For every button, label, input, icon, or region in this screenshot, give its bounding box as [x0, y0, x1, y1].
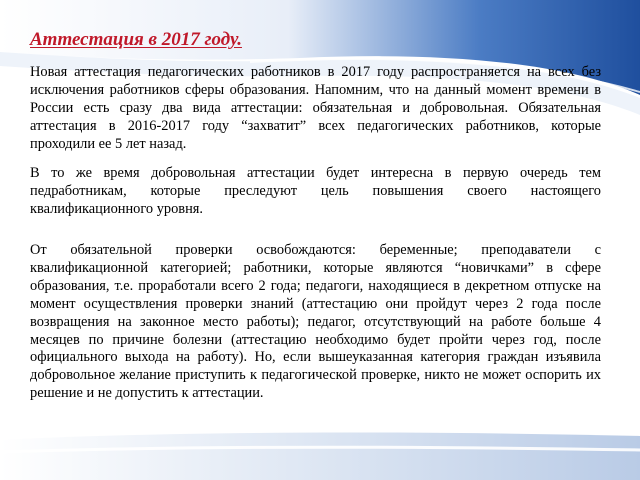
- paragraph-2: В то же время добровольная аттестации будет интересна в первую очередь тем педработникам, которые преследуют цель повышения своего настоящего квалификационного уровня.: [30, 165, 601, 217]
- paragraph-1: Новая аттестация педагогических работников в 2017 году распространяется на всех без исключения работников сферы образования. Напомним, что на данный момент времени в России есть сразу два вида аттестации: обязательная и добровольная. Обязательная аттестация в 2016-2017 году “захватит” всех педагогических работников, которые проходили ее 5 лет назад.: [30, 64, 601, 152]
- paragraph-3: От обязательной проверки освобождаются: беременные; преподаватели с квалификационной категорией; работники, которые являются “новичками” в сфере образования, т.е. проработали всего 2 года; педагоги, находящиеся в декретном отпуске на момент осуществления проверки знаний (аттестацию они пройдут через 2 года после возвращения на законное место работы); педагог, отсутствующий на работе больше 4 месяцев по причине болезни (аттестацию необходимо будет пройти через год, после официального выхода на работу). Но, если вышеуказанная категория граждан изъявила добровольное желание приступить к педагогической проверке, никто не может оспорить их решение и не допустить к аттестации.: [30, 242, 601, 402]
- bottom-band: [0, 433, 640, 480]
- slide-title: Аттестация в 2017 году.: [30, 29, 242, 50]
